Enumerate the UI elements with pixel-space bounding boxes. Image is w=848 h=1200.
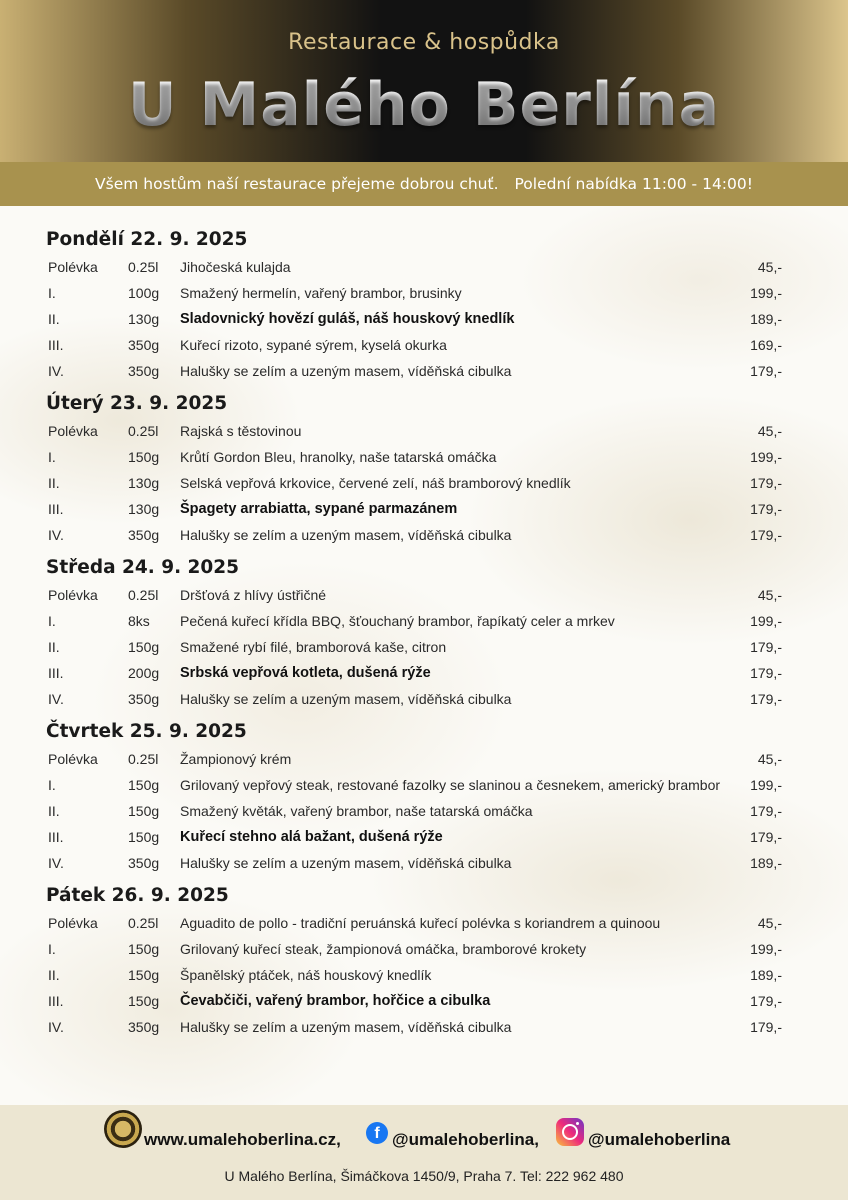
menu-item-label: IV. xyxy=(48,1019,64,1035)
menu-item-label: III. xyxy=(48,337,64,353)
menu-item-row xyxy=(0,280,848,306)
menu-item-label: III. xyxy=(48,501,64,517)
menu-item-dish: Krůtí Gordon Bleu, hranolky, naše tatarská omáčka xyxy=(180,449,497,465)
menu-item-row xyxy=(0,254,848,280)
menu-item-portion: 0.25l xyxy=(128,587,159,603)
menu-item-price: 179,- xyxy=(750,475,782,491)
menu-item-portion: 150g xyxy=(128,777,160,793)
day-title: Pondělí 22. 9. 2025 xyxy=(46,229,248,250)
menu-item-row xyxy=(0,582,848,608)
menu-item-row xyxy=(0,634,848,660)
menu-item-dish: Smažený květák, vařený brambor, naše tatarská omáčka xyxy=(180,803,533,819)
menu-item-dish: Rajská s těstovinou xyxy=(180,423,302,439)
address: U Malého Berlína, Šimáčkova 1450/9, Praha 7. Tel: 222 962 480 xyxy=(224,1168,624,1184)
menu-item-label: Polévka xyxy=(48,587,98,603)
menu-item-portion: 0.25l xyxy=(128,423,159,439)
menu-item-label: II. xyxy=(48,475,60,491)
menu-item-price: 179,- xyxy=(750,665,782,681)
facebook-icon[interactable]: f xyxy=(366,1122,388,1144)
menu-item-label: I. xyxy=(48,285,56,301)
menu-item-label: I. xyxy=(48,613,56,629)
menu-item-label: Polévka xyxy=(48,259,98,275)
menu-item-dish: Grilovaný kuřecí steak, žampionová omáčka, bramborové krokety xyxy=(180,941,587,957)
menu-item-portion: 150g xyxy=(128,993,160,1009)
day-section xyxy=(0,554,848,712)
menu-item-row xyxy=(0,522,848,548)
menu-item-dish: Halušky se zelím a uzeným masem, víděňská cibulka xyxy=(180,363,512,379)
menu-item-row xyxy=(0,1014,848,1040)
menu-item-row xyxy=(0,444,848,470)
menu-item-portion: 0.25l xyxy=(128,915,159,931)
menu-item-price: 45,- xyxy=(757,915,782,931)
day-title: Středa 24. 9. 2025 xyxy=(46,557,240,578)
menu-item-row xyxy=(0,988,848,1014)
menu-item-portion: 130g xyxy=(128,311,160,327)
lunch-hours-text: Polední nabídka 11:00 - 14:00! xyxy=(514,175,753,193)
menu-item-dish: Srbská vepřová kotleta, dušená rýže xyxy=(180,665,431,681)
menu-item-dish: Špagety arrabiatta, sypané parmazánem xyxy=(180,501,458,517)
menu-item-price: 45,- xyxy=(757,423,782,439)
menu-item-row xyxy=(0,608,848,634)
menu-item-label: III. xyxy=(48,829,64,845)
menu-item-label: III. xyxy=(48,665,64,681)
menu-item-price: 189,- xyxy=(750,967,782,983)
menu-item-dish: Kuřecí stehno alá bažant, dušená rýže xyxy=(180,829,443,845)
menu-item-portion: 0.25l xyxy=(128,751,159,767)
menu-item-label: I. xyxy=(48,941,56,957)
menu-item-price: 45,- xyxy=(757,751,782,767)
menu-item-dish: Kuřecí rizoto, sypané sýrem, kyselá okurka xyxy=(180,337,447,353)
greeting-text: Všem hostům naší restaurace přejeme dobrou chuť. xyxy=(95,175,499,193)
menu-item-dish: Čevabčiči, vařený brambor, hořčice a cibulka xyxy=(180,993,491,1009)
menu-item-row xyxy=(0,746,848,772)
day-title: Úterý 23. 9. 2025 xyxy=(46,393,228,414)
menu-item-label: III. xyxy=(48,993,64,1009)
menu-item-portion: 350g xyxy=(128,855,160,871)
menu-item-dish: Selská vepřová krkovice, červené zelí, náš bramborový knedlík xyxy=(180,475,571,491)
day-section xyxy=(0,718,848,876)
menu-item-price: 179,- xyxy=(750,527,782,543)
menu-item-portion: 130g xyxy=(128,475,160,491)
instagram-handle[interactable]: @umalehoberlina xyxy=(588,1130,731,1149)
menu-item-label: Polévka xyxy=(48,915,98,931)
menu-item-portion: 150g xyxy=(128,803,160,819)
menu-item-dish: Grilovaný vepřový steak, restované fazolky se slaninou a česnekem, americký brambor xyxy=(180,777,721,793)
menu-item-dish: Jihočeská kulajda xyxy=(180,259,291,275)
greeting-banner xyxy=(0,162,848,206)
menu-item-price: 179,- xyxy=(750,639,782,655)
day-title: Čtvrtek 25. 9. 2025 xyxy=(46,721,247,742)
menu-item-row xyxy=(0,660,848,686)
menu-item-row xyxy=(0,470,848,496)
menu-item-price: 169,- xyxy=(750,337,782,353)
menu-item-price: 179,- xyxy=(750,829,782,845)
header xyxy=(0,0,848,162)
day-title: Pátek 26. 9. 2025 xyxy=(46,885,229,906)
menu-item-dish: Sladovnický hovězí guláš, náš houskový knedlík xyxy=(180,311,515,327)
website-link[interactable]: www.umalehoberlina.cz, xyxy=(144,1130,341,1149)
menu-item-portion: 150g xyxy=(128,941,160,957)
menu-item-row xyxy=(0,798,848,824)
menu-item-price: 45,- xyxy=(757,587,782,603)
menu-item-dish: Smažené rybí filé, bramborová kaše, citron xyxy=(180,639,447,655)
menu-item-portion: 8ks xyxy=(128,613,150,629)
menu-item-row xyxy=(0,772,848,798)
menu-item-price: 179,- xyxy=(750,803,782,819)
menu-item-dish: Halušky se zelím a uzeným masem, víděňská cibulka xyxy=(180,1019,512,1035)
menu-item-dish: Halušky se zelím a uzeným masem, víděňská cibulka xyxy=(180,527,512,543)
menu-item-row xyxy=(0,850,848,876)
menu-item-label: Polévka xyxy=(48,751,98,767)
menu-item-dish: Žampionový krém xyxy=(180,751,292,767)
day-section xyxy=(0,390,848,548)
menu-item-price: 189,- xyxy=(750,311,782,327)
menu-item-row xyxy=(0,910,848,936)
menu-item-label: IV. xyxy=(48,527,64,543)
menu-item-row xyxy=(0,962,848,988)
menu-item-dish: Dršťová z hlívy ústřičné xyxy=(180,587,327,603)
menu-item-price: 199,- xyxy=(750,613,782,629)
menu-item-portion: 100g xyxy=(128,285,160,301)
menu-item-portion: 150g xyxy=(128,639,160,655)
menu-item-price: 199,- xyxy=(750,285,782,301)
menu-item-portion: 350g xyxy=(128,691,160,707)
day-section xyxy=(0,226,848,384)
menu-item-portion: 350g xyxy=(128,337,160,353)
menu-item-dish: Španělský ptáček, náš houskový knedlík xyxy=(180,967,432,983)
day-section xyxy=(0,882,848,1040)
menu-item-label: I. xyxy=(48,449,56,465)
menu-item-portion: 150g xyxy=(128,449,160,465)
menu-item-dish: Halušky se zelím a uzeným masem, víděňská cibulka xyxy=(180,691,512,707)
restaurant-subtitle: Restaurace & hospůdka xyxy=(288,30,560,55)
menu-item-portion: 200g xyxy=(128,665,160,681)
menu-item-price: 45,- xyxy=(757,259,782,275)
menu-item-dish: Halušky se zelím a uzeným masem, víděňská cibulka xyxy=(180,855,512,871)
menu-item-portion: 150g xyxy=(128,967,160,983)
menu-item-label: IV. xyxy=(48,855,64,871)
menu-item-price: 199,- xyxy=(750,449,782,465)
menu-item-portion: 350g xyxy=(128,1019,160,1035)
menu-item-label: II. xyxy=(48,311,60,327)
menu-item-row xyxy=(0,496,848,522)
menu-item-row xyxy=(0,824,848,850)
menu-item-price: 179,- xyxy=(750,993,782,1009)
menu-item-label: Polévka xyxy=(48,423,98,439)
contacts xyxy=(0,1125,848,1156)
menu-item-price: 189,- xyxy=(750,855,782,871)
menu-item-row xyxy=(0,418,848,444)
instagram-icon[interactable] xyxy=(556,1118,584,1146)
menu-item-label: I. xyxy=(48,777,56,793)
menu-item-label: II. xyxy=(48,967,60,983)
weekly-menu xyxy=(0,226,848,1046)
menu-item-portion: 350g xyxy=(128,363,160,379)
menu-item-price: 199,- xyxy=(750,941,782,957)
menu-item-row xyxy=(0,306,848,332)
menu-item-portion: 130g xyxy=(128,501,160,517)
menu-item-portion: 350g xyxy=(128,527,160,543)
menu-item-label: IV. xyxy=(48,363,64,379)
menu-item-price: 179,- xyxy=(750,501,782,517)
menu-item-label: II. xyxy=(48,639,60,655)
menu-item-row xyxy=(0,332,848,358)
menu-item-row xyxy=(0,936,848,962)
menu-item-price: 199,- xyxy=(750,777,782,793)
menu-item-row xyxy=(0,358,848,384)
restaurant-name: U Malého Berlína xyxy=(0,70,848,140)
menu-item-row xyxy=(0,686,848,712)
menu-item-dish: Pečená kuřecí křídla BBQ, šťouchaný brambor, řapíkatý celer a mrkev xyxy=(180,613,615,629)
menu-item-portion: 0.25l xyxy=(128,259,159,275)
menu-item-dish: Aguadito de pollo - tradiční peruánská kuřecí polévka s koriandrem a quinoou xyxy=(180,915,661,931)
menu-item-dish: Smažený hermelín, vařený brambor, brusinky xyxy=(180,285,462,301)
menu-item-label: IV. xyxy=(48,691,64,707)
menu-item-portion: 150g xyxy=(128,829,160,845)
menu-item-price: 179,- xyxy=(750,691,782,707)
menu-item-price: 179,- xyxy=(750,363,782,379)
facebook-handle[interactable]: @umalehoberlina, xyxy=(392,1130,539,1149)
menu-item-label: II. xyxy=(48,803,60,819)
menu-item-price: 179,- xyxy=(750,1019,782,1035)
